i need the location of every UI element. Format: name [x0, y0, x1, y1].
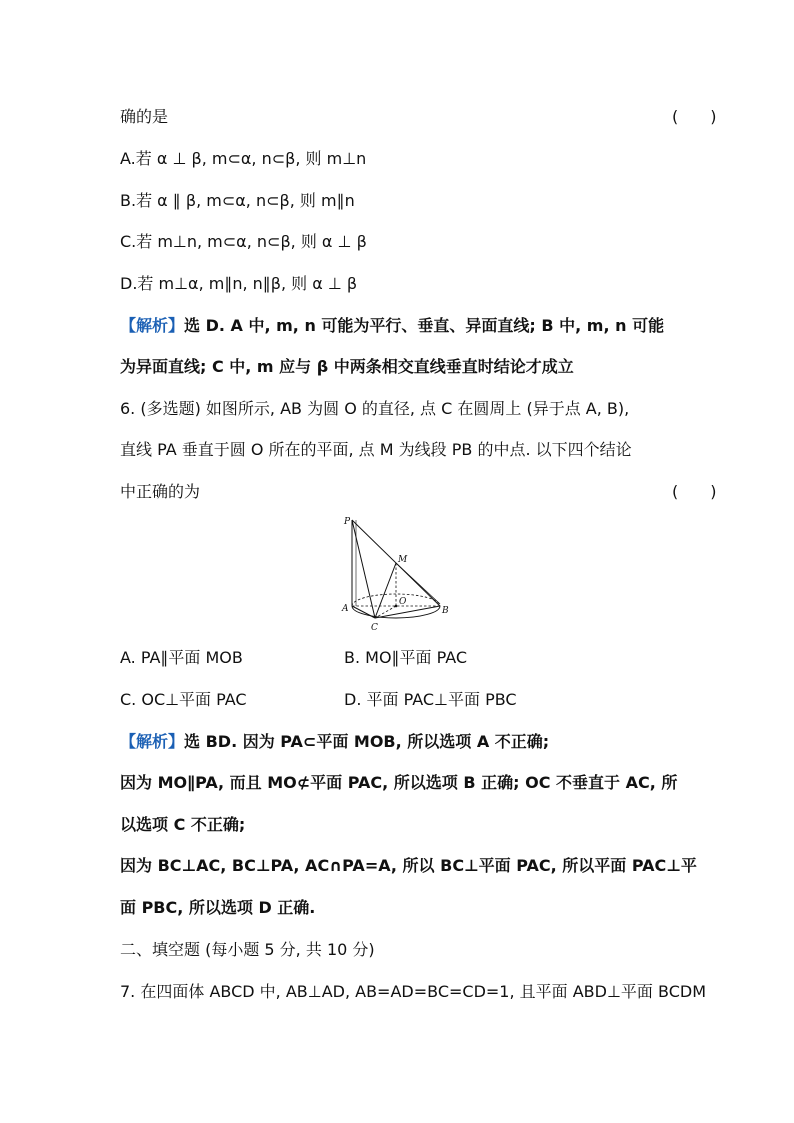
q6-analysis-line-2: 因为 MO∥PA, 而且 MO⊄平面 PAC, 所以选项 B 正确; OC 不垂直于 AC, 所 — [120, 773, 678, 792]
q6-option-b: B. MO∥平面 PAC — [344, 648, 468, 667]
label-o: O — [399, 597, 407, 607]
q6-analysis-line-3: 以选项 C 不正确; — [120, 815, 246, 834]
q7-stem-line-1: 7. 在四面体 ABCD 中, AB⊥AD, AB=AD=BC=CD=1, 且平面 ABD⊥平面 BCDM — [120, 982, 706, 1001]
segment-cb — [375, 606, 440, 618]
q5-analysis-text-1: 选 D. A 中, m, n 可能为平行、垂直、异面直线; B 中, m, n 可能 — [184, 316, 665, 335]
segment-pc — [352, 520, 375, 618]
q6-analysis-text-1: 选 BD. 因为 PA⊂平面 MOB, 所以选项 A 不正确; — [184, 732, 550, 751]
q6-analysis-line-4: 因为 BC⊥AC, BC⊥PA, AC∩PA=A, 所以 BC⊥平面 PAC, 所以平面 PAC⊥平 — [120, 856, 697, 875]
q5-analysis-tag: 【解析】 — [120, 316, 185, 335]
q5-option-d: D.若 m⊥α, m∥n, n∥β, 则 α ⊥ β — [120, 274, 358, 293]
q6-analysis-line-1 — [120, 732, 549, 752]
q5-analysis-line-2: 为异面直线; C 中, m 应与 β 中两条相交直线垂直时结论才成立 — [120, 357, 574, 376]
q5-stem-tail: 确的是 — [120, 107, 169, 126]
label-b: B — [442, 606, 449, 616]
q6-option-c: C. OC⊥平面 PAC — [120, 690, 247, 709]
q5-analysis-line-1 — [120, 316, 664, 336]
q6-option-a: A. PA∥平面 MOB — [120, 648, 243, 667]
q6-stem-line-3: 中正确的为 — [120, 482, 201, 501]
label-a: A — [342, 604, 349, 614]
label-p: P — [344, 517, 351, 527]
circle-front-arc — [352, 606, 440, 618]
point-o — [395, 605, 398, 608]
q6-analysis-tag: 【解析】 — [120, 732, 185, 751]
q6-stem-line-2: 直线 PA 垂直于圆 O 所在的平面, 点 M 为线段 PB 的中点. 以下四个结论 — [120, 440, 632, 459]
q6-option-d: D. 平面 PAC⊥平面 PBC — [344, 690, 517, 709]
q6-stem-line-1: 6. (多选题) 如图所示, AB 为圆 O 的直径, 点 C 在圆周上 (异于点 A, B), — [120, 399, 630, 418]
segment-ac — [352, 606, 375, 618]
q5-option-c: C.若 m⊥n, m⊂α, n⊂β, 则 α ⊥ β — [120, 232, 367, 251]
segment-mc — [375, 563, 396, 618]
q5-answer-parentheses: ( ) — [672, 107, 717, 126]
section-fill-in-title: 二、填空题 (每小题 5 分, 共 10 分) — [120, 940, 375, 959]
q5-option-a: A.若 α ⊥ β, m⊂α, n⊂β, 则 m⊥n — [120, 149, 367, 168]
q6-geometry-figure — [338, 512, 458, 636]
q6-analysis-line-5: 面 PBC, 所以选项 D 正确. — [120, 898, 316, 917]
q6-answer-parentheses: ( ) — [672, 482, 717, 501]
label-c: C — [371, 623, 378, 633]
label-m: M — [398, 555, 408, 565]
q5-option-b: B.若 α ∥ β, m⊂α, n⊂β, 则 m∥n — [120, 191, 355, 210]
